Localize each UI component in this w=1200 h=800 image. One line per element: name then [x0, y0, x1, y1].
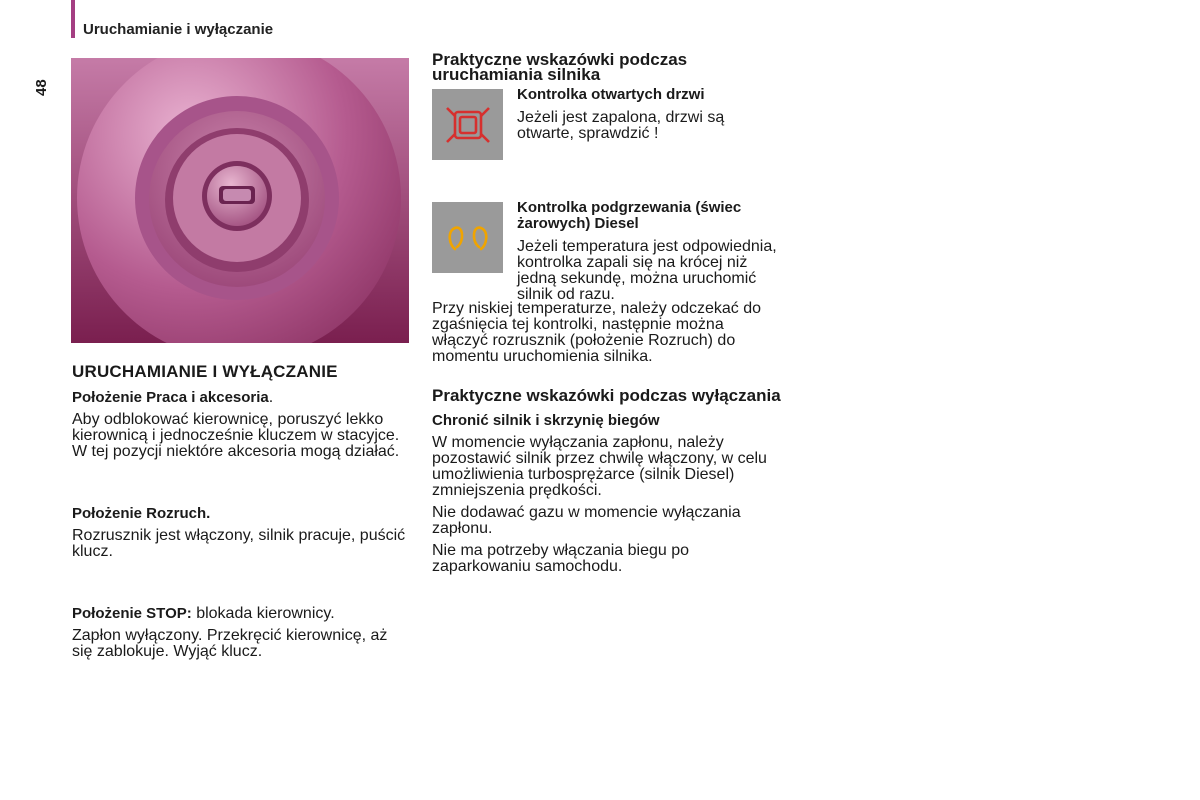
item-text: Aby odblokować kierownicę, poruszyć lekko kierownicą i jednocześnie kluczem w stacyjce. W tej pozycji niektóre akcesoria mogą działać. [72, 411, 400, 460]
door-lamp-block [432, 87, 782, 197]
stop-paragraph: Nie ma potrzeby włączania biegu po zaparkowaniu samochodu. [432, 542, 690, 575]
stop-tips-subheading: Chronić silnik i skrzynię biegów [432, 412, 660, 429]
door-lamp-desc: Jeżeli jest zapalona, drzwi są otwarte, sprawdzić ! [517, 109, 725, 142]
glow-lamp-title: Kontrolka podgrzewania (świec żarowych) Diesel [517, 199, 742, 232]
stop-paragraph: Nie dodawać gazu w momencie wyłączania zapłonu. [432, 504, 741, 537]
section-heading: URUCHAMIANIE I WYŁĄCZANIE [72, 362, 338, 381]
item-text: Rozrusznik jest włączony, silnik pracuje, puścić klucz. [72, 527, 406, 560]
section-accent-bar [71, 0, 75, 38]
item-text: Zapłon wyłączony. Przekręcić kierownicę, aż się zablokuje. Wyjąć klucz. [72, 627, 388, 660]
item-title: Położenie STOP: [72, 605, 192, 622]
position-acc [72, 390, 412, 460]
item-title: Położenie Praca i akcesoria [72, 389, 269, 406]
start-tips-heading: Praktyczne wskazówki podczas uruchamiania silnika [432, 50, 688, 84]
position-start [72, 506, 412, 560]
glow-plug-icon [432, 202, 503, 273]
ignition-switch-image [71, 58, 409, 343]
item-title-suffix: . [268, 389, 274, 406]
glow-lamp-text [517, 200, 782, 303]
page-header-title: Uruchamianie i wyłączanie [83, 21, 274, 38]
stop-tips-heading: Praktyczne wskazówki podczas wyłączania [432, 386, 781, 405]
door-lamp-text [517, 87, 782, 142]
page-number: 48 [33, 79, 50, 96]
left-column [72, 364, 412, 706]
glow-lamp-block [432, 199, 782, 303]
door-lamp-title: Kontrolka otwartych drzwi [517, 86, 705, 103]
item-title-suffix: blokada kierownicy. [191, 605, 335, 622]
glow-lamp-desc: Jeżeli temperatura jest odpowiednia, kontrolka zapali się na krócej niż jedną sekundę, można uruchomić silnik od razu. [517, 238, 777, 303]
position-stop [72, 606, 412, 660]
door-open-warning-icon [432, 89, 503, 160]
stop-paragraph: W momencie wyłączania zapłonu, należy pozostawić silnik przez chwilę włączony, w celu umożliwienia turbosprężarce (silnik Diesel) zmniejszenia prędkości. [432, 434, 767, 499]
item-title: Położenie Rozruch. [72, 505, 211, 522]
right-column [432, 52, 782, 575]
cold-start-paragraph: Przy niskiej temperaturze, należy odczekać do zgaśnięcia tej kontrolki, następnie można włączyć rozrusznik (położenie Rozruch) do momentu uruchomienia silnika. [432, 300, 762, 365]
